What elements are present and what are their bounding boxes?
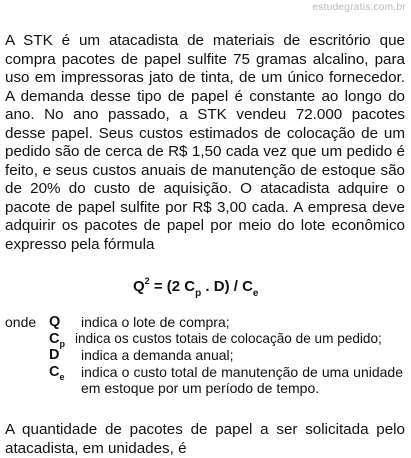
symbol-letter: Q	[49, 314, 61, 330]
symbol-letter: C	[49, 363, 60, 380]
symbol-subscript: p	[59, 338, 65, 349]
definition-text: indica o lote de compra;	[81, 314, 230, 330]
site-watermark: estudegratis.com.br	[312, 2, 406, 13]
definition-row	[5, 347, 409, 364]
definition-row	[5, 364, 409, 404]
formula-part-1: = (2 C	[149, 278, 196, 295]
formula-sub-p: p	[195, 288, 202, 299]
symbol-d	[49, 347, 59, 364]
formula-q: Q	[133, 278, 145, 295]
formula-sub-e: e	[252, 288, 259, 299]
variable-definitions	[5, 314, 409, 404]
definitions-intro: onde	[5, 314, 37, 330]
economic-lot-formula	[133, 276, 258, 299]
question-text: A quantidade de pacotes de papel a ser solicitada pelo atacadista, em unidades, é	[5, 421, 405, 457]
symbol-subscript: e	[59, 371, 65, 382]
definition-text: indica os custos totais de colocação de um pedido;	[75, 330, 382, 346]
symbol-q	[49, 314, 60, 331]
definition-row	[5, 314, 409, 331]
symbol-letter: C	[49, 330, 60, 347]
definition-row	[5, 331, 409, 348]
formula-exponent: 2	[144, 276, 150, 286]
formula-part-2: . D) / C	[201, 278, 253, 295]
problem-statement: A STK é um atacadista de materiais de escritório que compra pacotes de papel sulfite 75 gramas alcalino, para uso em impressoras jato de tinta, de um único fornecedor. A demanda desse tipo de papel é constante ao longo do ano. No ano passado, a STK vendeu 72.000 pacotes desse papel. Seus custos estimados de colocação de um pedido são de cerca de R$ 1,50 cada vez que um pedido é feito, e seus custos anuais de manutenção de estoque são de 20% do custo de aquisição. O atacadista adquire o pacote de papel sulfite por R$ 3,00 cada. A empresa deve adquirir os pacotes de papel por meio do lote econômico expresso pela fórmula	[5, 32, 405, 253]
symbol-ce	[49, 364, 65, 386]
definition-text: indica a demanda anual;	[81, 347, 234, 363]
definition-text: indica o custo total de manutenção de uma unidade em estoque por um período de tempo.	[81, 363, 403, 396]
symbol-letter: D	[49, 347, 60, 363]
